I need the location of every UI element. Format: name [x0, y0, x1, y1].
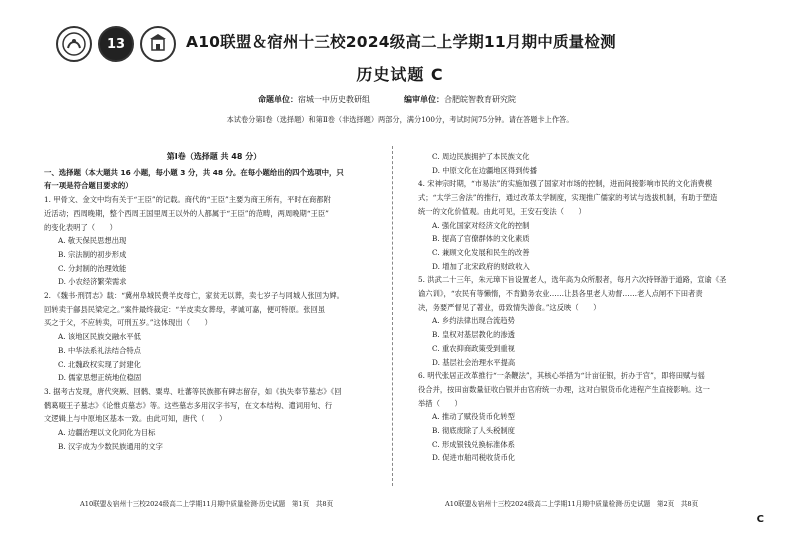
version-mark: C — [756, 514, 764, 525]
question-stem-line: 2. 《魏书·刑罚志》载：“冀州阜城民费羊皮母亡，家贫无以葬，卖七岁子与同城人张回为婢。 — [44, 291, 344, 301]
footer-page-2: A10联盟＆宿州十三校2024级高二上学期11月期中质量检测·历史试题 第2页 共8页 — [445, 500, 699, 508]
question-stem-line: 役合并，按田亩数量征收白银并由官府统一办理，这对白银货币化进程产生直接影响。这一 — [418, 384, 710, 394]
question-stem-line: 式；“太学三舍法”的推行，通过改革太学制度，实现推广儒家的考试与选拔机制，有助于塑造 — [418, 193, 718, 203]
question-stem-line: 买之于父，不应转卖，可刑五岁。”这体现出（ ） — [44, 318, 212, 328]
proposer-label: 命题单位： — [258, 95, 298, 104]
question-stem-line: 谕六训》，“农民有等懒惰，不肯勤务农业……让县各里老人劝督……老人点闸不下田者责 — [418, 289, 703, 299]
option-d: D. 基层社会治理水平提高 — [432, 357, 516, 367]
question-stem-line: 鹘葛啜王子墓志》《论惟贞墓志》等。这些墓志多用汉字书写，在文本结构、遣词用句、行 — [44, 400, 333, 410]
option-b: B. 中华法系礼法结合特点 — [58, 345, 141, 355]
left-column — [44, 150, 384, 453]
footer-page-1: A10联盟＆宿州十三校2024级高二上学期11月期中质量检测·历史试题 第1页 共8页 — [80, 500, 334, 508]
option-d: D. 增加了北宋政府的财政收入 — [432, 261, 530, 271]
exam-note: 本试卷分第Ⅰ卷（选择题）和第Ⅱ卷（非选择题）两部分，满分100分，考试时间75分钟。请在答题卡上作答。 — [226, 115, 574, 124]
option-b: B. 皇权对基层教化的渗透 — [432, 330, 515, 340]
option-d: D. 儒家思想正统地位稳固 — [58, 373, 142, 383]
option-d: D. 促进市舶司税收货币化 — [432, 453, 516, 463]
school-seal-icon — [56, 26, 92, 62]
option-c: C. 分封制的治理效能 — [58, 263, 127, 273]
question-stem-line: 5. 洪武二十三年，朱元璋下旨设置老人，选年高为众所服者，每月六次持铎游于道路，宣谕《圣 — [418, 275, 727, 285]
column-divider — [392, 146, 393, 486]
exam-title: A10联盟＆宿州十三校2024级高二上学期11月期中质量检测 — [186, 33, 616, 51]
question-4 — [418, 177, 760, 273]
option-b: B. 汉字成为少数民族通用的文字 — [58, 441, 163, 451]
option-b: B. 宗法制的初步形成 — [58, 249, 127, 259]
instructions-line-2: 有一项是符合题目要求的） — [44, 181, 133, 191]
question-3 — [44, 385, 384, 454]
authoring-units — [258, 94, 516, 105]
right-column — [418, 150, 760, 465]
question-stem-line: 统一的文化价值观。由此可见，王安石变法（ ） — [418, 206, 586, 216]
section-title: 第Ⅰ卷（选择题 共 48 分） — [166, 152, 262, 161]
option-a: A. 推动了赋役货币化转型 — [432, 412, 515, 422]
logo-group — [56, 26, 176, 62]
school-building-seal-icon — [140, 26, 176, 62]
question-stem-line: 1. 甲骨文、金文中均有关于“王臣”的记载。商代的“王臣”主要为商王所有，平时在商都附 — [44, 195, 331, 205]
number-13-badge: 13 — [98, 26, 134, 62]
option-c: C. 形成银钱兑换标准体系 — [432, 439, 515, 449]
editor-label: 编审单位： — [404, 95, 444, 104]
question-stem-line: 举措（ ） — [418, 398, 462, 408]
question-stem-line: 近活动；西周晚期，整个西周王国里周王以外的人都属于“王臣”的范畴，两周晚期“王臣” — [44, 208, 329, 218]
question-5 — [418, 273, 760, 369]
question-stem-line: 3. 据考古发现，唐代突厥、回鹘、粟卑、吐蕃等民族都有碑志留存，如《执失奉节墓志》《回 — [44, 386, 342, 396]
option-c: C. 重农抑商政策受到重视 — [432, 343, 515, 353]
option-c: C. 兼顾文化发展和民生的改善 — [432, 247, 530, 257]
question-stem-line: 6. 明代张居正改革推行“一条鞭法”，其核心举措为“计亩征银，折办于官”，即将田赋与徭 — [418, 371, 705, 381]
question-6 — [418, 369, 760, 465]
question-stem-line: 4. 宋神宗时期，“市易法”的实施加强了国家对市场的控制，进而间接影响市民的文化消费模 — [418, 179, 713, 189]
question-stem-line: 回转卖于鄃县民梁定之。”案件最终裁定：“羊皮卖女葬母，孝诚可嘉，便可特原。张回虽 — [44, 304, 326, 314]
instructions-line-1: 一、选择题（本大题共 16 小题，每小题 3 分，共 48 分。在每小题给出的四个选项中，只 — [44, 167, 344, 177]
subject-title: 历史试题 C — [356, 65, 444, 84]
question-2 — [44, 289, 384, 385]
option-a: A. 乡约法律出现合流趋势 — [432, 316, 515, 326]
option-b: B. 彻底废除了人头税制度 — [432, 426, 515, 436]
question-1 — [44, 193, 384, 289]
option-a: A. 该地区民族交融水平低 — [58, 332, 141, 342]
exam-header — [0, 0, 800, 140]
question-stem-line: 决，务要严督见了著业，毋致情失游食。”这反映（ ） — [418, 302, 601, 312]
question-stem-line: 的变化表明了（ ） — [44, 222, 117, 232]
editor-name: 合肥皖智教育研究院 — [444, 95, 516, 104]
question-stem-line: 文逻辑上与中原地区基本一致。由此可知，唐代（ ） — [44, 414, 227, 424]
option-b: B. 提高了官僚群体的文化素质 — [432, 234, 530, 244]
option-c: C. 北魏政权实现了封建化 — [58, 359, 141, 369]
option-a: A. 边疆治理以文化同化为目标 — [58, 428, 156, 438]
option-a: A. 敬天保民思想出现 — [58, 236, 127, 246]
proposer-name: 宿城一中历史教研组 — [298, 95, 370, 104]
option-d: D. 小农经济繁荣需求 — [58, 277, 127, 287]
option-d: D. 中原文化在边疆地区得到传播 — [432, 165, 538, 175]
option-a: A. 强化国家对经济文化的控制 — [432, 220, 530, 230]
option-c: C. 周边民族拥护了本民族文化 — [432, 152, 530, 161]
